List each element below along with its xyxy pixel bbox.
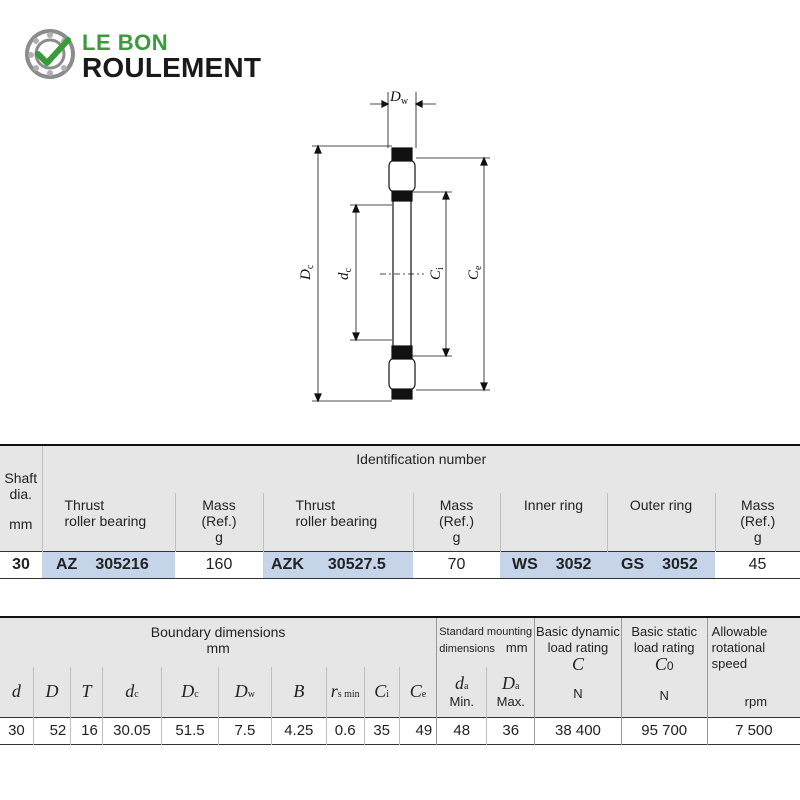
sym-da: da Min. xyxy=(437,667,487,717)
mass-2-value: 70 xyxy=(447,555,466,573)
col-mass-2: Mass (Ref.) g xyxy=(413,493,500,551)
sym-B: B xyxy=(271,667,326,717)
label-ci: $C_i$ xyxy=(428,267,446,280)
boundary-header: Boundary dimensions mm xyxy=(150,624,286,656)
sym-Da: Da Max. xyxy=(487,667,535,717)
table-row xyxy=(0,717,800,744)
label-dw: $D_w$ xyxy=(390,89,409,107)
val-Da: 36 xyxy=(487,717,535,744)
val-rs: 0.6 xyxy=(326,717,364,744)
shaft-value: 30 xyxy=(12,555,30,573)
inner-ring-code: WS 3052 xyxy=(500,551,607,578)
static-load-header: Basic static load rating C0 N xyxy=(621,617,707,717)
col-inner-ring: Inner ring xyxy=(500,493,607,551)
val-C0: 95 700 xyxy=(621,717,707,744)
logo-line-1: LE BON xyxy=(82,30,169,55)
dynamic-load-header: Basic dynamic load rating C N xyxy=(535,617,622,717)
id-number-header: Identification number xyxy=(42,445,800,493)
shaft-header: Shaft dia. mm xyxy=(4,470,38,532)
sym-Ce: Ce xyxy=(399,667,436,717)
logo-line-2: ROULEMENT xyxy=(82,52,262,83)
sym-d: d xyxy=(11,681,21,701)
dimensions-table xyxy=(0,616,800,745)
col-mass-1: Mass (Ref.) g xyxy=(175,493,263,551)
speed-header: Allowable rotational speed rpm xyxy=(707,617,800,717)
val-Ci: 35 xyxy=(364,717,399,744)
sym-T: T xyxy=(71,667,103,717)
col-outer-ring: Outer ring xyxy=(607,493,715,551)
bearing-check-icon xyxy=(24,28,76,80)
sym-rs: rs min xyxy=(326,667,364,717)
brand-logo xyxy=(24,28,304,84)
sym-Dc: Dc xyxy=(162,667,219,717)
col-mass-3: Mass (Ref.) g xyxy=(715,493,800,551)
bearing-1-code: AZ 305216 xyxy=(42,551,175,578)
bearing-2-code: AZK 30527.5 xyxy=(263,551,413,578)
val-da: 48 xyxy=(437,717,487,744)
val-B: 4.25 xyxy=(271,717,326,744)
bearing-section-svg xyxy=(280,80,520,410)
val-C: 38 400 xyxy=(535,717,622,744)
sym-dc: dc xyxy=(102,667,161,717)
sym-Ci: Ci xyxy=(364,667,399,717)
val-speed: 7 500 xyxy=(707,717,800,744)
val-Dw: 7.5 xyxy=(219,717,272,744)
identification-table xyxy=(0,444,800,579)
col-thrust-bearing-2: Thrust roller bearing xyxy=(263,493,413,551)
label-dc-inner: $d_c$ xyxy=(336,268,354,280)
val-Dc: 51.5 xyxy=(162,717,219,744)
val-T: 16 xyxy=(71,717,103,744)
col-thrust-bearing-1: Thrust roller bearing xyxy=(42,493,175,551)
mass-1-value: 160 xyxy=(205,555,233,573)
sym-Dw: Dw xyxy=(219,667,272,717)
mass-3-value: 45 xyxy=(748,555,767,573)
sym-D: D xyxy=(33,667,70,717)
label-ce: $C_e$ xyxy=(466,265,484,280)
bearing-drawing xyxy=(280,80,520,410)
outer-ring-code: GS 3052 xyxy=(607,551,715,578)
mounting-header: Standard mounting dimensions mm xyxy=(437,617,535,667)
label-dc-outer: $D_c$ xyxy=(298,264,316,280)
val-Ce: 49 xyxy=(399,717,436,744)
val-d: 30 xyxy=(8,722,25,739)
table-row xyxy=(0,551,800,578)
val-D: 52 xyxy=(33,717,70,744)
val-dc: 30.05 xyxy=(102,717,161,744)
